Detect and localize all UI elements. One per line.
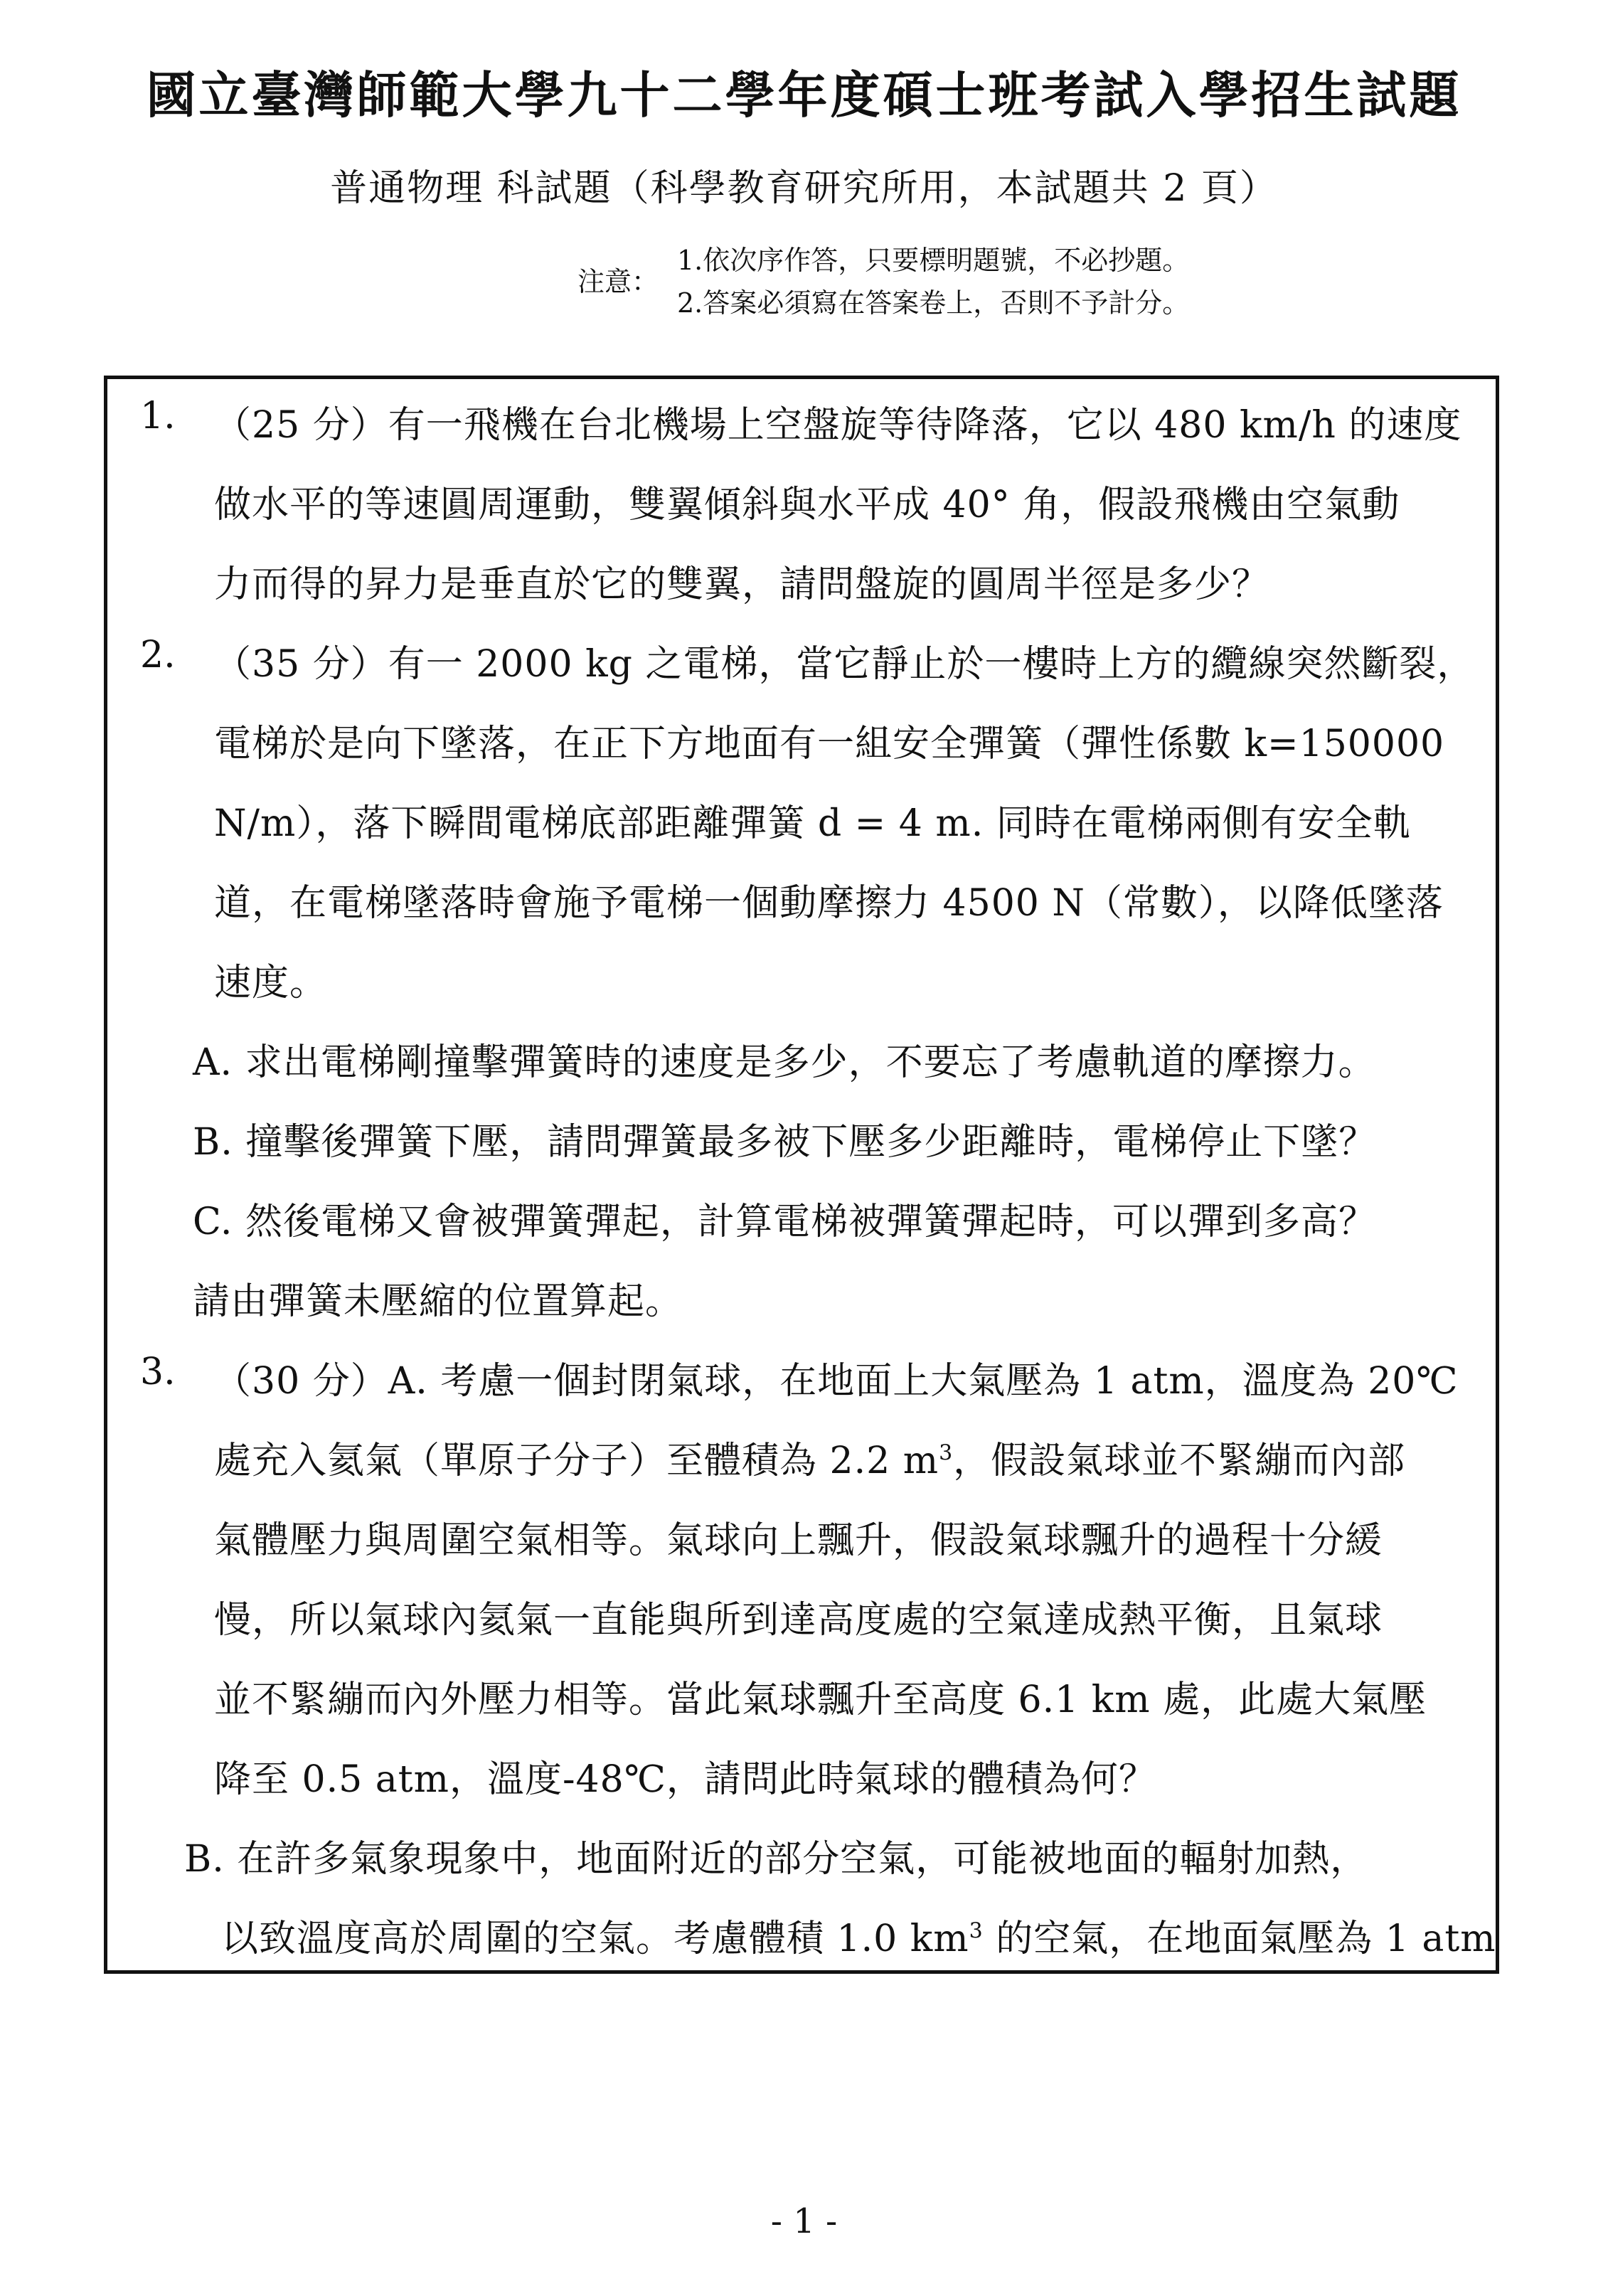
- superscript-exponent: 3: [969, 1918, 984, 1944]
- question-3-part-b: B. 在許多氣象現象中，地面附近的部分空氣，可能被地面的輻射加熱，: [184, 1838, 1368, 1881]
- question-2-part-c-continued: 請由彈簧未壓縮的位置算起。: [193, 1280, 683, 1323]
- notice-label: 注意：: [577, 266, 659, 297]
- question-2-number: 2.: [140, 634, 176, 676]
- question-3-line: 慢，所以氣球內氦氣一直能與所到達高度處的空氣達成熱平衡，且氣球: [214, 1599, 1383, 1642]
- question-box: [104, 376, 1499, 1974]
- question-3-line: 降至 0.5 atm，溫度-48℃，請問此時氣球的體積為何？: [214, 1758, 1156, 1801]
- question-2-line: 速度。: [214, 962, 328, 1004]
- question-2-part-a: A. 求出電梯剛撞擊彈簧時的速度是多少，不要忘了考慮軌道的摩擦力。: [193, 1041, 1376, 1084]
- question-3-line: 並不緊繃而內外壓力相等。當此氣球飄升至高度 6.1 km 處，此處大氣壓: [214, 1679, 1427, 1721]
- page-number: - 1 -: [770, 2201, 838, 2241]
- question-1-line: （25 分）有一飛機在台北機場上空盤旋等待降落，它以 480 km/h 的速度: [214, 404, 1462, 447]
- question-2-line: N/m），落下瞬間電梯底部距離彈簧 d = 4 m. 同時在電梯兩側有安全軌: [214, 802, 1411, 845]
- notice-item-2: 2.答案必須寫在答案卷上，否則不予計分。: [677, 287, 1190, 319]
- question-2-line: 電梯於是向下墜落，在正下方地面有一組安全彈簧（彈性係數 k=150000: [214, 723, 1445, 765]
- question-3-line-text: 處充入氦氣（單原子分子）至體積為 2.2 m: [214, 1440, 939, 1482]
- question-3-part-b-line: [221, 1908, 1496, 1962]
- question-3-line: 氣體壓力與周圍空氣相等。氣球向上飄升，假設氣球飄升的過程十分緩: [214, 1519, 1383, 1562]
- question-3-number: 3.: [140, 1351, 176, 1393]
- exam-subtitle: 普通物理 科試題（科學教育研究所用，本試題共 2 頁）: [330, 167, 1278, 210]
- question-3-line: （30 分）A. 考慮一個封閉氣球，在地面上大氣壓為 1 atm，溫度為 20℃: [214, 1360, 1459, 1403]
- question-2-line: 道，在電梯墜落時會施予電梯一個動摩擦力 4500 N（常數），以降低墜落: [214, 882, 1444, 925]
- question-2-part-b: B. 撞擊後彈簧下壓，請問彈簧最多被下壓多少距離時，電梯停止下墜？: [193, 1121, 1377, 1164]
- question-3-part-b-text: 以致溫度高於周圍的空氣。考慮體積 1.0 km: [221, 1918, 969, 1960]
- question-1-number: 1.: [140, 395, 176, 437]
- question-2-line: （35 分）有一 2000 kg 之電梯，當它靜止於一樓時上方的纜線突然斷裂，: [214, 643, 1475, 686]
- question-1-line: 做水平的等速圓周運動，雙翼傾斜與水平成 40° 角，假設飛機由空氣動: [214, 484, 1400, 526]
- superscript-exponent: 3: [939, 1440, 954, 1466]
- question-3-line: [214, 1430, 1405, 1484]
- notice-item-1: 1.依次序作答，只要標明題號，不必抄題。: [677, 245, 1190, 276]
- exam-title: 國立臺灣師範大學九十二學年度碩士班考試入學招生試題: [146, 65, 1462, 124]
- question-3-line-text: ，假設氣球並不緊繃而內部: [953, 1440, 1406, 1482]
- question-3-part-b-text: 的空氣，在地面氣壓為 1 atm: [983, 1918, 1496, 1960]
- question-1-line: 力而得的昇力是垂直於它的雙翼，請問盤旋的圓周半徑是多少？: [214, 563, 1270, 606]
- question-2-part-c: C. 然後電梯又會被彈簧彈起，計算電梯被彈簧彈起時，可以彈到多高？: [193, 1201, 1376, 1243]
